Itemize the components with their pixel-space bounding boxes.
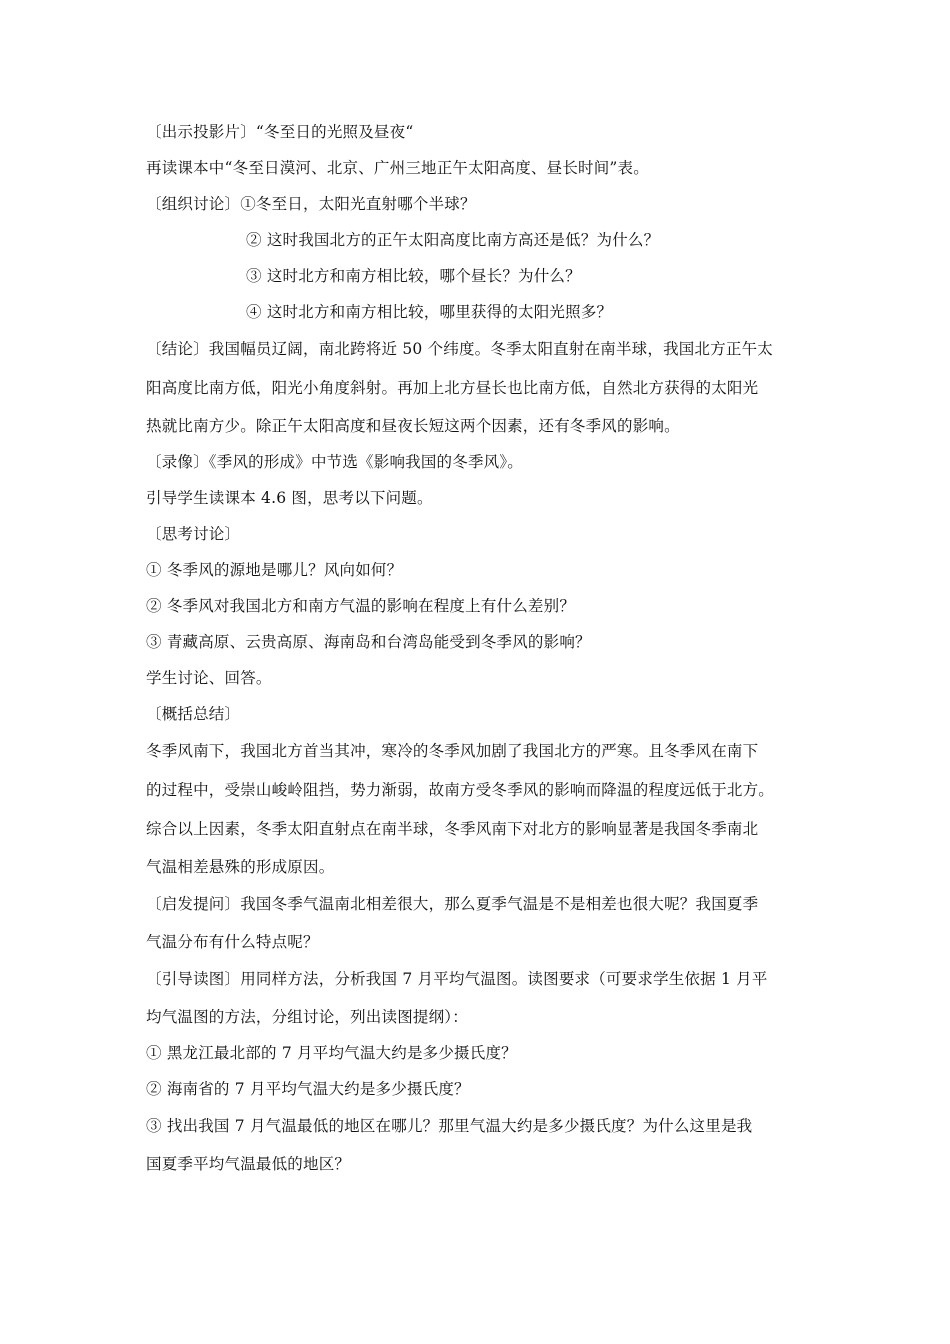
discussion-question-line: ④ 这时北方和南方相比较，哪里获得的太阳光照多？ <box>246 303 613 321</box>
section-label-line: 〔概括总结〕 <box>146 705 241 723</box>
map-reading-line: 均气温图的方法，分组讨论，列出读图提纲）： <box>146 1008 468 1026</box>
numbered-question-line: ③ 青藏高原、云贵高原、海南岛和台湾岛能受到冬季风的影响？ <box>146 633 591 651</box>
discussion-heading-line: 〔组织讨论〕①冬至日，太阳光直射哪个半球？ <box>146 195 476 213</box>
paragraph-line: 学生讨论、回答。 <box>146 669 272 687</box>
summary-line: 综合以上因素，冬季太阳直射点在南半球，冬季风南下对北方的影响显著是我国冬季南北 <box>146 820 759 838</box>
summary-line: 的过程中，受崇山峻岭阻挡，势力渐弱，故南方受冬季风的影响而降温的程度远低于北方。 <box>146 781 775 799</box>
section-label-line: 〔思考讨论〕 <box>146 525 241 543</box>
conclusion-line: 阳高度比南方低，阳光小角度斜射。再加上北方昼长也比南方低，自然北方获得的太阳光 <box>146 379 759 397</box>
document-body <box>146 114 826 1182</box>
numbered-question-line: ③ 找出我国 7 月气温最低的地区在哪儿？那里气温大约是多少摄氏度？为什么这里是我 <box>146 1117 753 1135</box>
prompt-question-line: 气温分布有什么特点呢？ <box>146 933 319 951</box>
discussion-question-line: ② 这时我国北方的正午太阳高度比南方高还是低？为什么？ <box>246 231 660 249</box>
map-reading-line: 〔引导读图〕用同样方法，分析我国 7 月平均气温图。读图要求（可要求学生依据 1 月平 <box>146 970 768 988</box>
conclusion-line: 热就比南方少。除正午太阳高度和昼夜长短这两个因素，还有冬季风的影响。 <box>146 417 680 435</box>
paragraph-line: 再读课本中“冬至日漠河、北京、广州三地正午太阳高度、昼长时间”表。 <box>146 159 649 177</box>
numbered-question-line: ② 冬季风对我国北方和南方气温的影响在程度上有什么差别？ <box>146 597 576 615</box>
numbered-question-line: ① 冬季风的源地是哪儿？风向如何？ <box>146 561 403 579</box>
discussion-question-line: ③ 这时北方和南方相比较，哪个昼长？为什么？ <box>246 267 581 285</box>
paragraph-line: 〔录像〕《季风的形成》中节选《影响我国的冬季风》。 <box>146 453 524 471</box>
summary-line: 气温相差悬殊的形成原因。 <box>146 858 335 876</box>
prompt-question-line: 〔启发提问〕我国冬季气温南北相差很大，那么夏季气温是不是相差也很大呢？我国夏季 <box>146 895 759 913</box>
numbered-question-line: 国夏季平均气温最低的地区？ <box>146 1155 351 1173</box>
summary-line: 冬季风南下，我国北方首当其冲，寒冷的冬季风加剧了我国北方的严寒。且冬季风在南下 <box>146 742 759 760</box>
conclusion-line: 〔结论〕我国幅员辽阔，南北跨将近 50 个纬度。冬季太阳直射在南半球，我国北方正午太 <box>146 340 773 358</box>
numbered-question-line: ② 海南省的 7 月平均气温大约是多少摄氏度？ <box>146 1080 470 1098</box>
numbered-question-line: ① 黑龙江最北部的 7 月平均气温大约是多少摄氏度？ <box>146 1044 517 1062</box>
paragraph-line: 〔出示投影片〕“冬至日的光照及昼夜“ <box>146 123 414 141</box>
paragraph-line: 引导学生读课本 4.6 图，思考以下问题。 <box>146 489 433 507</box>
